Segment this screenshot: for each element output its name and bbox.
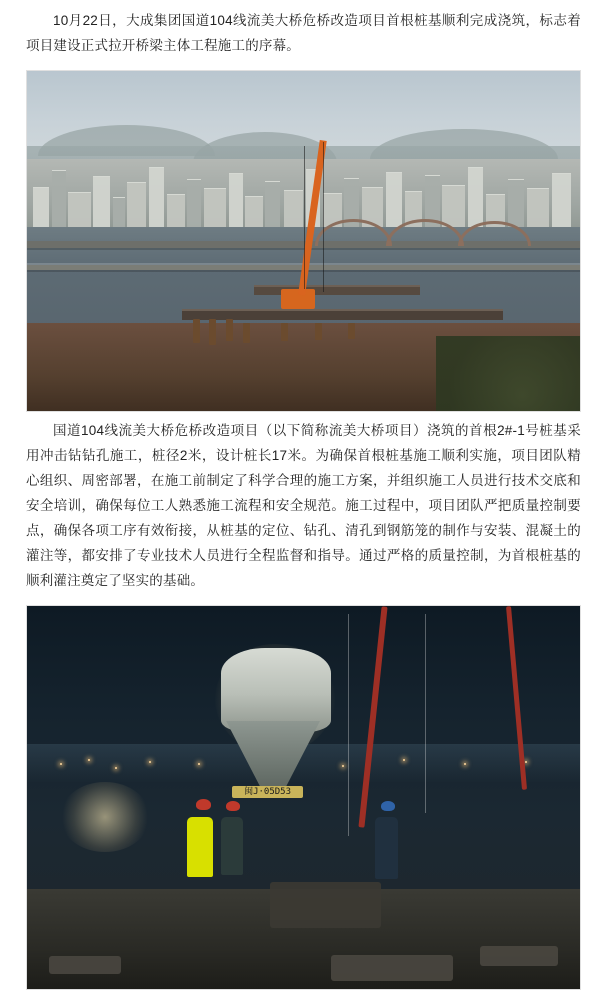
- worker-in-hi-vis-vest: [187, 817, 213, 877]
- figure-night-concrete-pouring: [26, 605, 581, 990]
- helmet-blue: [381, 801, 395, 811]
- steel-pile: [281, 323, 288, 341]
- helmet-red: [226, 801, 240, 811]
- hoist-cable: [348, 614, 349, 836]
- concrete-mixer-drum: [221, 648, 332, 732]
- worker-blue-helmet: [375, 817, 398, 879]
- truck-license-plate: 闽J·05D53: [232, 786, 304, 798]
- lamp-glow: [60, 782, 150, 852]
- steel-pile: [226, 319, 233, 341]
- debris: [331, 955, 453, 981]
- steel-pile: [243, 323, 250, 343]
- helmet-red: [196, 799, 211, 810]
- steel-pile: [348, 323, 355, 339]
- crane-cable: [323, 142, 324, 292]
- steel-pile: [315, 323, 322, 340]
- debris: [49, 956, 121, 974]
- steel-pile: [209, 319, 216, 345]
- worker-dark-jacket: [221, 817, 243, 875]
- debris: [480, 946, 557, 966]
- steel-pile: [193, 319, 200, 343]
- paragraph-lead: 10月22日，大成集团国道104线流美大桥危桥改造项目首根桩基顺利完成浇筑，标志着项目建设正式拉开桥梁主体工程施工的序幕。: [26, 13, 581, 53]
- night-concrete-pouring-photo: [26, 605, 581, 990]
- riverside-vegetation: [436, 336, 580, 411]
- pile-casing: [270, 882, 381, 928]
- hoist-cable: [425, 614, 426, 813]
- crane-cable: [304, 146, 305, 289]
- paragraph-body: 国道104线流美大桥危桥改造项目（以下简称流美大桥项目）浇筑的首根2#-1号桩基采用冲击钻钻孔施工，桩径2米，设计桩长17米。为确保首根桩基施工顺利实施，项目团队精心组织、周密部署，在施工前制定了科学合理的施工方案，并组织施工人员进行技术交底和安全培训，确保每位工人熟悉施工流程和安全规范。施工过程中，项目团队严把质量控制要点，确保各项工序有效衔接，从桩基的定位、钻孔、清孔到钢筋笼的制作与安装、混凝土的灌注等，都安排了专业技术人员进行全程监督和指导。通过严格的质量控制，为首根桩基的顺利灌注奠定了坚实的基础。: [26, 423, 581, 588]
- figure-bridge-river-construction: [26, 70, 581, 412]
- work-platform: [254, 285, 420, 295]
- bridge-river-construction-photo: [26, 70, 581, 412]
